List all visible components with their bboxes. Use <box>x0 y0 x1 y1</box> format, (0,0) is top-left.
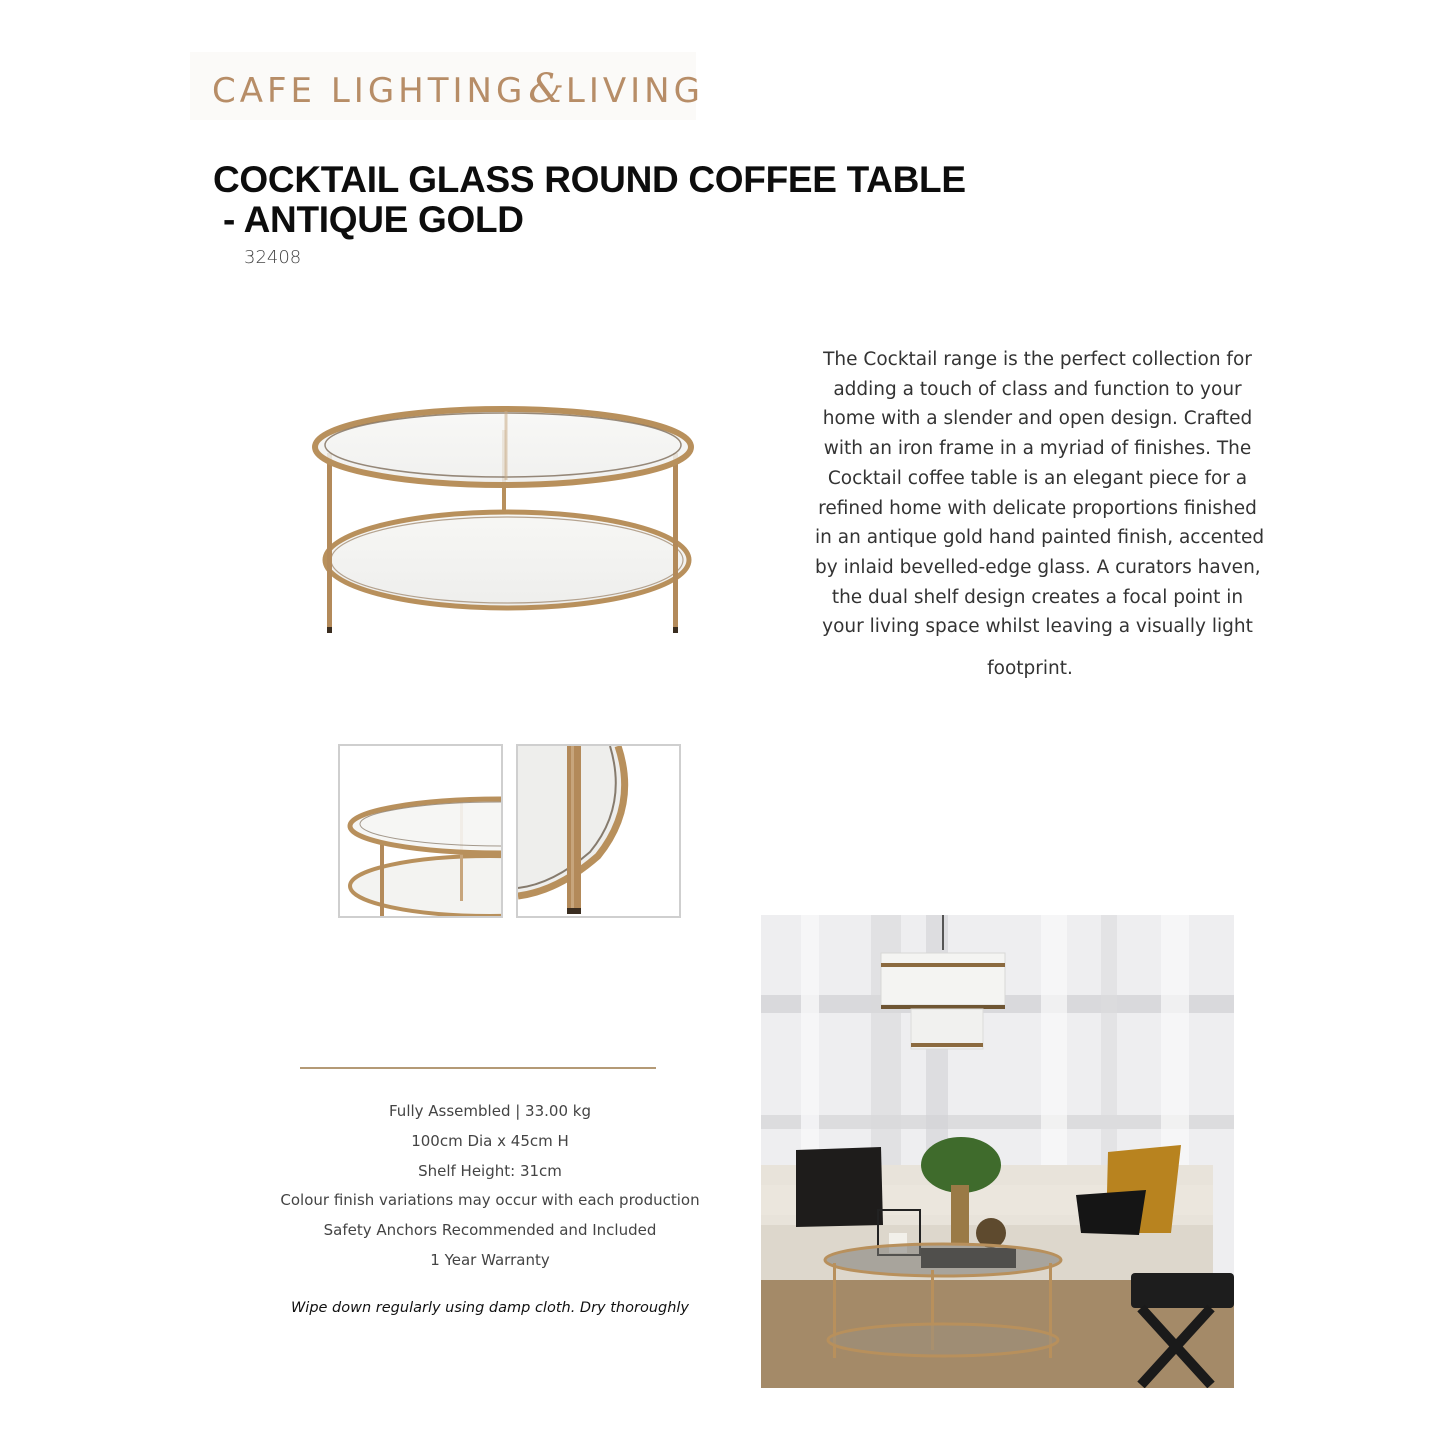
description-line: the dual shelf design creates a focal point in <box>831 586 1244 608</box>
description-line: The Cocktail range is the perfect collection for <box>823 349 1252 370</box>
table-leg-detail-image <box>518 746 679 916</box>
product-sku: 32408 <box>244 247 302 268</box>
description-line: Cocktail coffee table is an elegant piece for a <box>827 467 1248 489</box>
description-line: refined home with delicate proportions finished <box>818 497 1257 519</box>
logo-word-living: LIVING <box>565 71 704 111</box>
product-title <box>213 160 966 240</box>
spec-colour-note: Colour finish variations may occur with each production <box>280 1191 700 1210</box>
product-title-line-1: COCKTAIL GLASS ROUND COFFEE TABLE <box>213 159 966 200</box>
brand-logo <box>190 52 704 120</box>
description-line: in an antique gold hand painted finish, accented <box>815 527 1265 549</box>
living-room-scene <box>761 915 1234 1388</box>
description-line: home with a slender and open design. Crafted <box>822 408 1253 430</box>
brand-logo-text <box>212 66 704 112</box>
product-description <box>815 345 1265 642</box>
section-divider <box>300 1067 656 1069</box>
care-instructions: Wipe down regularly using damp cloth. Dry thoroughly <box>290 1300 690 1316</box>
coffee-table-illustration <box>305 395 710 640</box>
description-line: your living space whilst leaving a visually light <box>822 616 1253 638</box>
spec-shelf-height: Shelf Height: 31cm <box>418 1161 562 1180</box>
description-line: adding a touch of class and function to your <box>833 378 1242 400</box>
lifestyle-image <box>761 915 1234 1388</box>
main-product-image <box>305 395 710 640</box>
spec-safety-anchors: Safety Anchors Recommended and Included <box>323 1221 657 1240</box>
product-specifications <box>270 1097 710 1276</box>
description-line: with an iron frame in a myriad of finishes. The <box>823 438 1252 460</box>
logo-word-cafe-lighting: CAFE LIGHTING <box>212 71 527 111</box>
description-last-line: footprint. <box>987 658 1073 679</box>
spec-dimensions: 100cm Dia x 45cm H <box>411 1131 569 1150</box>
table-top-detail-image <box>340 746 501 916</box>
spec-warranty: 1 Year Warranty <box>430 1250 550 1269</box>
description-line: by inlaid bevelled-edge glass. A curators haven, <box>815 556 1261 578</box>
spec-assembly-weight: Fully Assembled | 33.00 kg <box>389 1102 591 1120</box>
product-title-line-2: - ANTIQUE GOLD <box>213 199 524 240</box>
thumbnail-table-top-detail[interactable] <box>338 744 503 918</box>
logo-ampersand: & <box>528 66 564 112</box>
thumbnail-table-leg-detail[interactable] <box>516 744 681 918</box>
